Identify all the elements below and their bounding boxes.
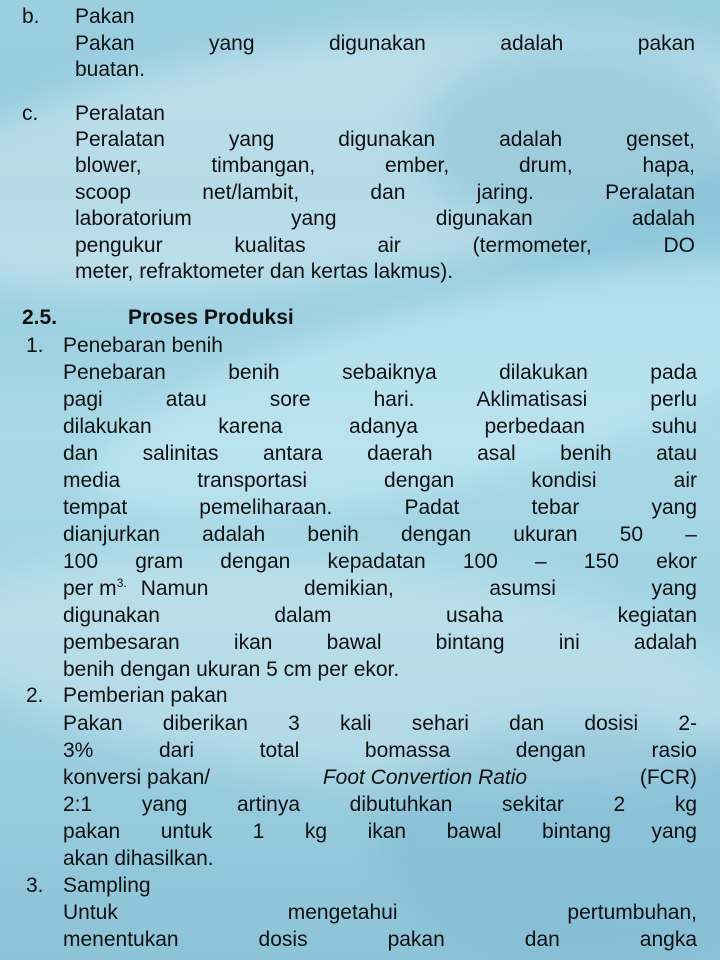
superscript: 3. <box>116 576 127 590</box>
paragraph-line: dianjurkan adalah benih dengan ukuran 50 – <box>63 523 697 546</box>
paragraph-line: menentukan dosis pakan dan angka <box>63 928 697 951</box>
item-title: Pemberian pakan <box>63 684 228 707</box>
paragraph-line: Penebaran benih sebaiknya dilakukan pada <box>63 361 697 384</box>
line-fragment: Namun demikian, asumsi yang <box>140 577 697 600</box>
paragraph-line <box>63 576 697 602</box>
paragraph-line: Untuk mengetahui pertumbuhan, <box>63 901 697 924</box>
list-marker: 2. <box>26 684 44 707</box>
list-marker: c. <box>22 102 39 125</box>
section-title: Pakan <box>75 5 135 28</box>
italic-term: Foot Convertion Ratio <box>322 766 528 789</box>
paragraph-line: tempat pemeliharaan. Padat tebar yang <box>63 496 697 519</box>
section-number: 2.5. <box>22 306 58 329</box>
paragraph-line: pembesaran ikan bawal bintang ini adalah <box>63 631 697 654</box>
paragraph-line: akan dihasilkan. <box>63 847 214 870</box>
paragraph-line: buatan. <box>75 58 146 81</box>
line-fragment: (FCR) <box>639 766 697 789</box>
item-title: Penebaran benih <box>63 334 223 357</box>
item-title: Sampling <box>63 874 151 897</box>
paragraph-line: digunakan dalam usaha kegiatan <box>63 604 697 627</box>
paragraph-line: Pakan diberikan 3 kali sehari dan dosisi 2- <box>63 712 697 735</box>
line-fragment <box>63 576 127 602</box>
paragraph-line: 3% dari total bomassa dengan rasio <box>63 739 697 762</box>
list-marker: b. <box>22 5 40 28</box>
paragraph-line <box>63 765 697 791</box>
paragraph-line: dilakukan karena adanya perbedaan suhu <box>63 415 697 438</box>
section-heading: Proses Produksi <box>128 306 294 329</box>
per-m-text: per m <box>63 577 117 600</box>
paragraph-line: pengukur kualitas air (termometer, DO <box>75 234 695 257</box>
list-marker: 1. <box>26 334 44 357</box>
paragraph-line: dan salinitas antara daerah asal benih atau <box>63 442 697 465</box>
paragraph-line: 100 gram dengan kepadatan 100 – 150 ekor <box>63 550 697 573</box>
paragraph-line: pakan untuk 1 kg ikan bawal bintang yang <box>63 820 697 843</box>
paragraph-line: 2:1 yang artinya dibutuhkan sekitar 2 kg <box>63 793 697 816</box>
paragraph-line: laboratorium yang digunakan adalah <box>75 207 695 230</box>
paragraph-line: Peralatan yang digunakan adalah genset, <box>75 128 695 151</box>
section-title: Peralatan <box>75 102 165 125</box>
paragraph-line: pagi atau sore hari. Aklimatisasi perlu <box>63 388 697 411</box>
line-fragment: konversi pakan/ <box>63 766 211 789</box>
paragraph-line: blower, timbangan, ember, drum, hapa, <box>75 154 695 177</box>
paragraph-line: meter, refraktometer dan kertas lakmus). <box>75 260 454 283</box>
paragraph-line: Pakan yang digunakan adalah pakan <box>75 32 695 55</box>
paragraph-line: scoop net/lambit, dan jaring. Peralatan <box>75 181 695 204</box>
paragraph-line: media transportasi dengan kondisi air <box>63 469 697 492</box>
paragraph-line: benih dengan ukuran 5 cm per ekor. <box>63 658 400 681</box>
list-marker: 3. <box>26 874 44 897</box>
